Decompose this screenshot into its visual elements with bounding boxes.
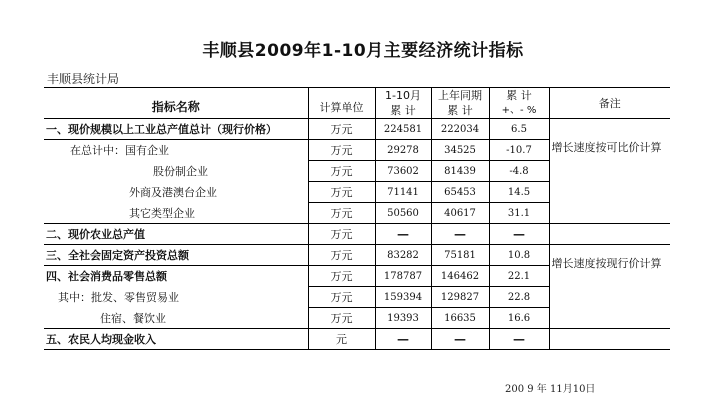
previous-value: 222034 <box>431 119 489 140</box>
report-date: 200 9 年 11月10日 <box>505 384 596 395</box>
current-value: — <box>375 329 431 350</box>
previous-value: 75181 <box>431 245 489 266</box>
note-current-price: 增长速度按现行价计算 <box>549 245 670 329</box>
organization-name: 丰顺县统计局 <box>47 72 120 86</box>
current-value: 83282 <box>375 245 431 266</box>
unit-cell: 万元 <box>308 203 375 224</box>
header-name: 指标名称 <box>44 88 308 119</box>
header-current-line2: 累 计 <box>390 104 416 117</box>
unit-cell: 元 <box>308 329 375 350</box>
growth-value: 31.1 <box>489 203 549 224</box>
previous-value: — <box>431 329 489 350</box>
table-row <box>44 119 670 140</box>
previous-value: 146462 <box>431 266 489 287</box>
header-growth <box>489 88 549 119</box>
growth-value: — <box>489 329 549 350</box>
indicator-name: 五、农民人均现金收入 <box>44 329 308 350</box>
previous-value: 81439 <box>431 161 489 182</box>
growth-value: 22.1 <box>489 266 549 287</box>
indicator-name: 其它类型企业 <box>129 206 195 220</box>
header-current <box>375 88 431 119</box>
unit-cell: 万元 <box>308 119 375 140</box>
indicator-name: 住宿、餐饮业 <box>44 308 308 329</box>
header-previous-line1: 上年同期 <box>438 89 482 102</box>
growth-value: 22.8 <box>489 287 549 308</box>
previous-value: 16635 <box>431 308 489 329</box>
unit-cell: 万元 <box>308 161 375 182</box>
growth-value: -10.7 <box>489 140 549 161</box>
table-row <box>44 329 670 350</box>
unit-cell: 万元 <box>308 140 375 161</box>
indicator-name: 其中：批发、零售贸易业 <box>58 291 179 304</box>
indicator-name: 股份制企业 <box>153 165 208 178</box>
unit-cell: 万元 <box>308 287 375 308</box>
growth-value: 16.6 <box>489 308 549 329</box>
current-value: 224581 <box>375 119 431 140</box>
unit-cell: 万元 <box>308 224 375 245</box>
growth-value: 10.8 <box>489 245 549 266</box>
previous-value: 34525 <box>431 140 489 161</box>
growth-value: 14.5 <box>489 182 549 203</box>
header-previous-line2: 累 计 <box>447 104 473 117</box>
indicator-name: 一、现价规模以上工业总产值总计（现行价格） <box>44 119 308 140</box>
note-comparable-price: 增长速度按可比价计算 <box>549 119 670 224</box>
header-growth-line2: +、- % <box>501 105 537 116</box>
previous-value: 40617 <box>431 203 489 224</box>
unit-cell: 万元 <box>308 182 375 203</box>
current-value: 159394 <box>375 287 431 308</box>
indicator-name: 外商及港澳台企业 <box>129 186 217 199</box>
previous-value: 65453 <box>431 182 489 203</box>
current-value: 73602 <box>375 161 431 182</box>
indicator-name: 二、现价农业总产值 <box>44 224 308 245</box>
table-header-row <box>44 88 670 119</box>
note-empty <box>549 224 670 245</box>
growth-value: — <box>489 224 549 245</box>
growth-value: 6.5 <box>489 119 549 140</box>
indicator-name: 在总计中：国有企业 <box>70 144 169 158</box>
indicator-name: 三、全社会固定资产投资总额 <box>44 245 308 266</box>
table-row <box>44 245 670 266</box>
unit-cell: 万元 <box>308 308 375 329</box>
header-growth-line1: 累 计 <box>506 89 532 102</box>
current-value: 71141 <box>375 182 431 203</box>
current-value: 50560 <box>375 203 431 224</box>
previous-value: 129827 <box>431 287 489 308</box>
current-value: 19393 <box>375 308 431 329</box>
indicator-name: 四、社会消费品零售总额 <box>44 266 308 287</box>
growth-value: -4.8 <box>489 161 549 182</box>
note-empty <box>549 329 670 350</box>
table-row <box>44 224 670 245</box>
current-value: 29278 <box>375 140 431 161</box>
header-unit: 计算单位 <box>308 88 375 119</box>
current-value: 178787 <box>375 266 431 287</box>
unit-cell: 万元 <box>308 266 375 287</box>
previous-value: — <box>431 224 489 245</box>
page-title: 丰顺县2009年1-10月主要经济统计指标 <box>202 41 524 61</box>
header-previous <box>431 88 489 119</box>
statistics-table <box>44 87 670 350</box>
unit-cell: 万元 <box>308 245 375 266</box>
header-current-line1: 1-10月 <box>385 89 421 102</box>
header-note: 备注 <box>549 88 670 119</box>
current-value: — <box>375 224 431 245</box>
